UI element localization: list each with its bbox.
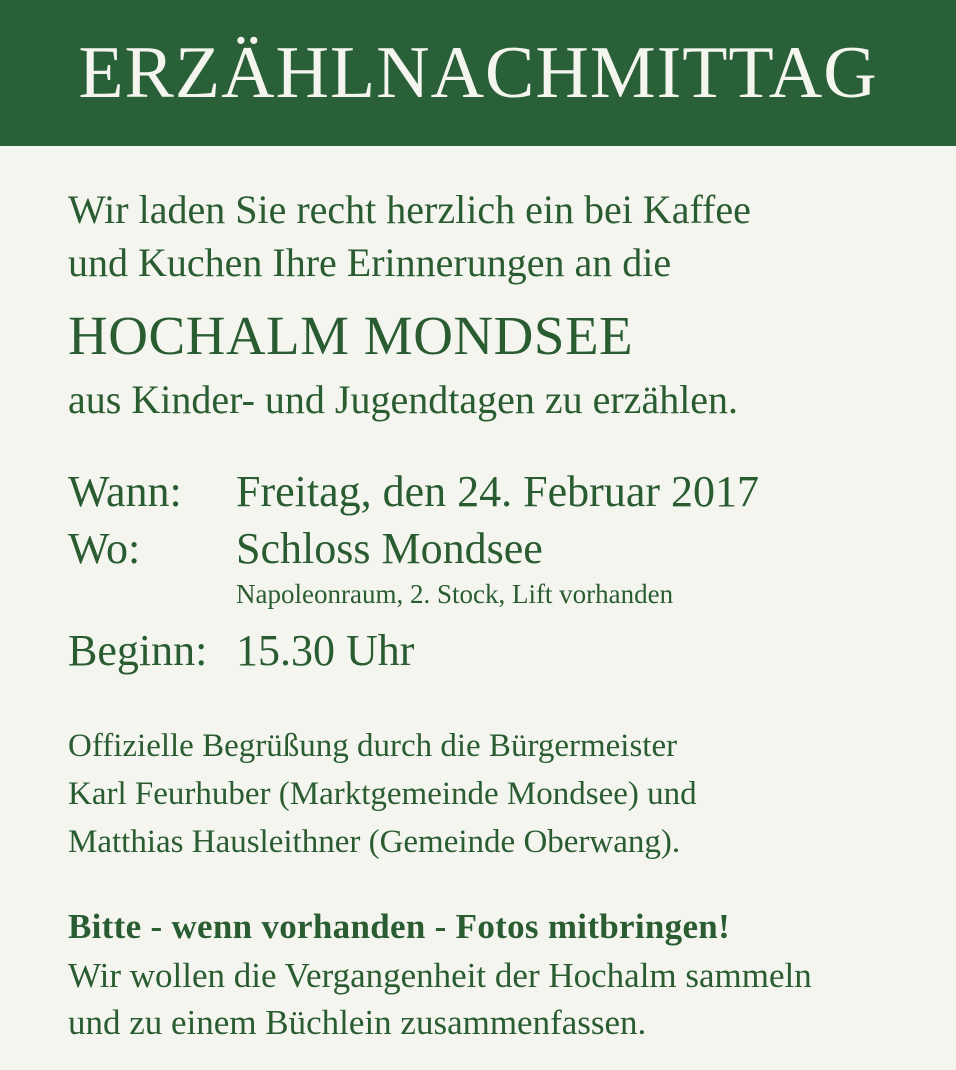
poster-title: ERZÄHLNACHMITTAG <box>78 32 878 114</box>
when-value: Freitag, den 24. Februar 2017 <box>236 467 759 517</box>
start-value: 15.30 Uhr <box>236 625 415 675</box>
start-label: Beginn: <box>68 625 208 675</box>
intro-paragraph <box>68 184 894 290</box>
greeting-line-2: Karl Feurhuber (Marktgemeinde Mondsee) und <box>68 775 697 812</box>
poster-header-band <box>0 0 956 146</box>
callout-line-1: Wir wollen die Vergangenheit der Hochalm sammeln <box>68 955 812 995</box>
greeting-line-1: Offizielle Begrüßung durch die Bürgermeister <box>68 727 678 764</box>
greeting-paragraph <box>68 723 894 867</box>
where-value: Schloss Mondsee <box>236 523 543 573</box>
callout-headline: Bitte - wenn vorhanden - Fotos mitbringen! <box>68 907 731 947</box>
intro-line-1: Wir laden Sie recht herzlich ein bei Kaffee <box>68 187 751 232</box>
detail-row-start <box>68 623 894 679</box>
callout-body <box>68 952 894 1047</box>
poster-body <box>0 184 956 1046</box>
detail-row-when <box>68 464 894 520</box>
highlight-location: HOCHALM MONDSEE <box>68 304 634 366</box>
callout-section <box>68 904 894 1046</box>
when-label: Wann: <box>68 467 182 517</box>
callout-line-2: und zu einem Büchlein zusammenfassen. <box>68 1003 647 1043</box>
where-label: Wo: <box>68 523 141 573</box>
detail-row-where <box>68 521 894 577</box>
intro-line-2: und Kuchen Ihre Erinnerungen an die <box>68 239 672 285</box>
greeting-line-3: Matthias Hausleithner (Gemeinde Oberwang). <box>68 823 681 860</box>
event-details <box>68 464 894 678</box>
where-sub-value: Napoleonraum, 2. Stock, Lift vorhanden <box>236 579 674 610</box>
intro-closing-line: aus Kinder- und Jugendtagen zu erzählen. <box>68 377 739 423</box>
